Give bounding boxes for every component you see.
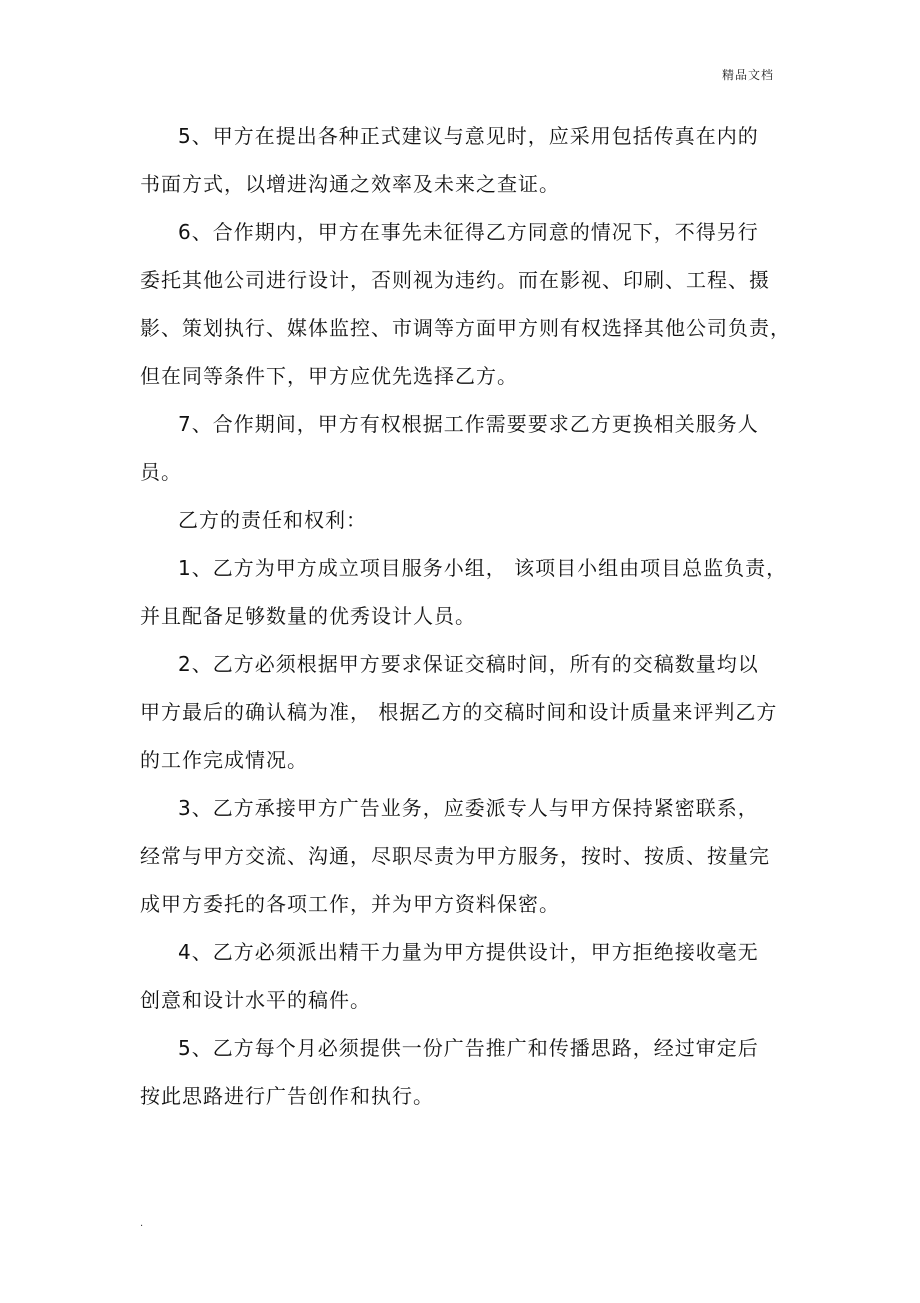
paragraph-line: 经常与甲方交流、沟通，尽职尽责为甲方服务，按时、按质、按量完: [140, 844, 770, 868]
paragraph-line: 甲方最后的确认稿为准， 根据乙方的交稿时间和设计质量来评判乙方: [140, 700, 778, 724]
paragraph-line: 创意和设计水平的稿件。: [140, 988, 371, 1012]
paragraph-line: 并且配备足够数量的优秀设计人员。: [140, 604, 476, 628]
paragraph-line: 成甲方委托的各项工作，并为甲方资料保密。: [140, 892, 560, 916]
footer-mark: .: [140, 1218, 144, 1229]
paragraph-line: 1、乙方为甲方成立项目服务小组， 该项目小组由项目总监负责，: [178, 556, 788, 580]
paragraph-line: 2、乙方必须根据甲方要求保证交稿时间，所有的交稿数量均以: [178, 652, 759, 676]
paragraph-line: 影、策划执行、媒体监控、市调等方面甲方则有权选择其他公司负责，: [140, 316, 791, 340]
paragraph-line: 的工作完成情况。: [140, 748, 308, 772]
paragraph-line: 7、合作期间，甲方有权根据工作需要要求乙方更换相关服务人: [178, 412, 759, 436]
page-header-label: 精品文档: [722, 68, 775, 82]
paragraph-line: 3、乙方承接甲方广告业务，应委派专人与甲方保持紧密联系，: [178, 796, 759, 820]
paragraph-line: 按此思路进行广告创作和执行。: [140, 1084, 434, 1108]
paragraph-line: 但在同等条件下，甲方应优先选择乙方。: [140, 364, 518, 388]
paragraph-line: 书面方式，以增进沟通之效率及未来之查证。: [140, 172, 560, 196]
paragraph-line: 5、甲方在提出各种正式建议与意见时，应采用包括传真在内的: [178, 124, 759, 148]
paragraph-line: 5、乙方每个月必须提供一份广告推广和传播思路，经过审定后: [178, 1036, 759, 1060]
section-heading: 乙方的责任和权利：: [178, 508, 367, 532]
paragraph-line: 6、合作期内，甲方在事先未征得乙方同意的情况下，不得另行: [178, 220, 759, 244]
paragraph-line: 员。: [140, 460, 182, 484]
paragraph-line: 委托其他公司进行设计，否则视为违约。而在影视、印刷、工程、摄: [140, 268, 770, 292]
paragraph-line: 4、乙方必须派出精干力量为甲方提供设计，甲方拒绝接收毫无: [178, 940, 759, 964]
